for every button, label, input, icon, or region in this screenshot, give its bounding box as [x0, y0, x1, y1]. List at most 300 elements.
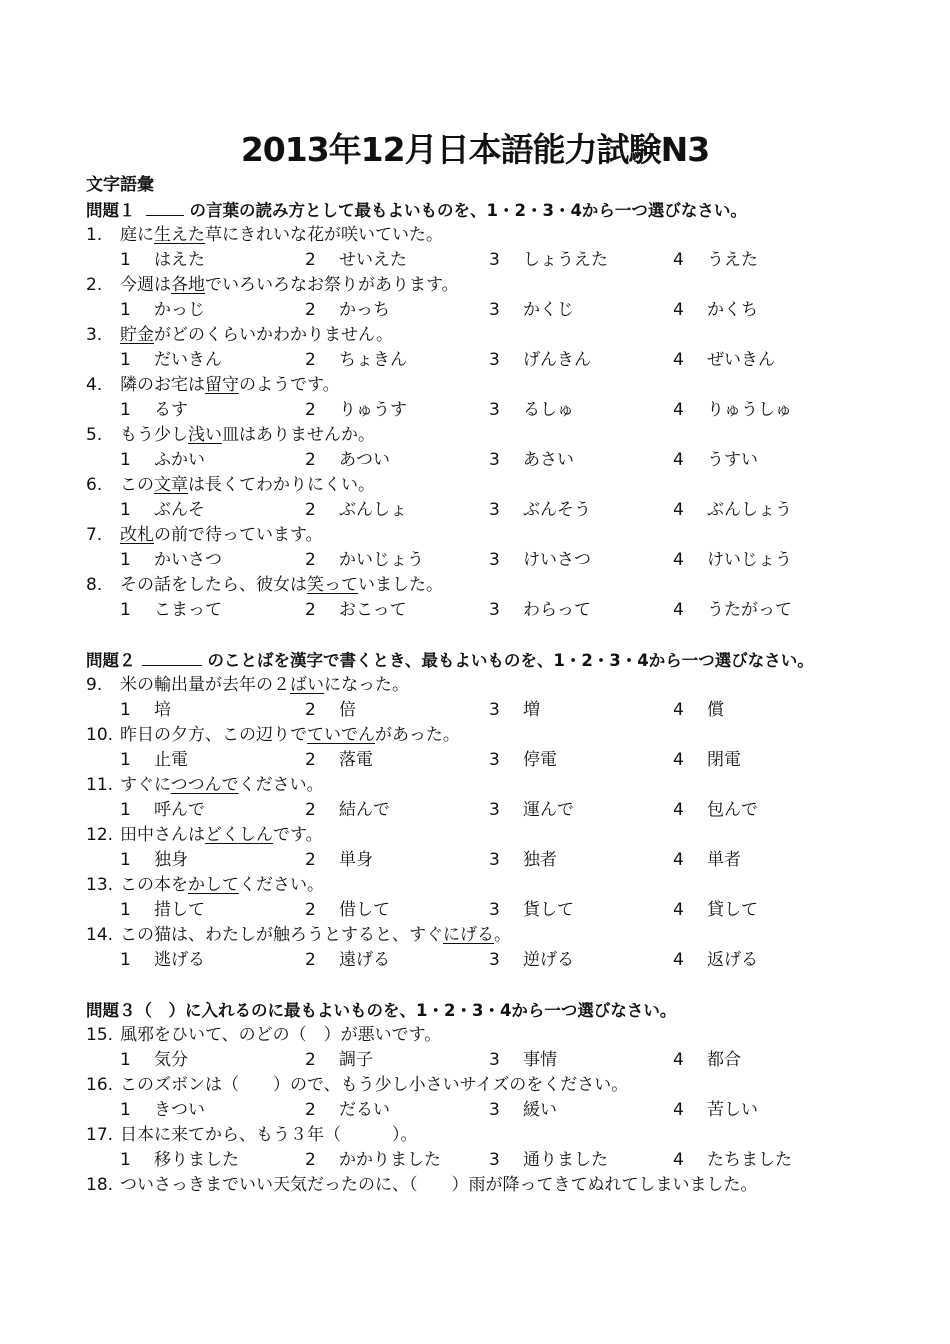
section-heading-prefix: 問題３ [86, 1001, 136, 1020]
answer-option [120, 598, 222, 623]
option-number: 3 [489, 900, 500, 920]
option-text: 借して [339, 900, 390, 920]
question-row [86, 523, 876, 548]
option-number: 2 [305, 700, 316, 720]
option-number: 3 [489, 800, 500, 820]
answer-option [120, 798, 205, 823]
question-row [86, 1123, 876, 1148]
answer-choices [86, 398, 876, 423]
question-text [120, 823, 323, 848]
underlined-target: 生えた [154, 225, 205, 245]
option-number: 1 [120, 950, 131, 970]
answer-option [120, 348, 222, 373]
question-post-text: は長くてわかりにくい。 [188, 475, 375, 495]
option-text: あさい [523, 450, 574, 470]
option-text: せいえた [339, 250, 407, 270]
answer-option [120, 1048, 188, 1073]
answer-option [489, 398, 574, 423]
option-text: 結んで [339, 800, 390, 820]
option-number: 1 [120, 300, 131, 320]
option-number: 1 [120, 1150, 131, 1170]
question-number: 8. [86, 575, 103, 595]
question-pre-text: 隣のお宅は [120, 375, 205, 395]
question-pre-text: もう少し [120, 425, 188, 445]
answer-choices [86, 1048, 876, 1073]
option-text: 事情 [523, 1050, 557, 1070]
option-number: 2 [305, 600, 316, 620]
answer-option [673, 348, 775, 373]
answer-option [673, 948, 758, 973]
question-number: 15. [86, 1025, 114, 1045]
answer-option [489, 748, 557, 773]
option-number: 4 [673, 550, 684, 570]
option-text: ふかい [154, 450, 205, 470]
question-text [120, 473, 375, 498]
answer-option [305, 1148, 441, 1173]
question-list [86, 673, 876, 973]
answer-option [305, 898, 390, 923]
option-text: けいじょう [707, 550, 792, 570]
option-text: 培 [154, 700, 171, 720]
option-text: けいさつ [523, 550, 591, 570]
answer-option [673, 448, 758, 473]
section-heading [86, 998, 876, 1023]
option-text: かかりました [339, 1150, 441, 1170]
question-list [86, 223, 876, 623]
answer-option [305, 1048, 373, 1073]
answer-option [305, 248, 407, 273]
question-number: 3. [86, 325, 103, 345]
question-row [86, 373, 876, 398]
question-row [86, 773, 876, 798]
option-number: 4 [673, 800, 684, 820]
answer-option [489, 348, 591, 373]
answer-choices [86, 698, 876, 723]
answer-option [489, 548, 591, 573]
question-list [86, 1023, 876, 1198]
question-text [120, 1173, 758, 1198]
option-number: 3 [489, 700, 500, 720]
option-text: うたがって [707, 600, 792, 620]
option-text: 閉電 [707, 750, 741, 770]
question-row [86, 873, 876, 898]
option-text: おこって [339, 600, 407, 620]
answer-option [305, 348, 407, 373]
question-text [120, 923, 511, 948]
option-text: 措して [154, 900, 205, 920]
option-text: ぶんしょ [339, 500, 407, 520]
option-number: 4 [673, 300, 684, 320]
underlined-target: 改札 [120, 525, 154, 545]
option-text: 運んで [523, 800, 574, 820]
answer-option [489, 898, 574, 923]
option-number: 2 [305, 500, 316, 520]
option-text: 苦しい [707, 1100, 758, 1120]
option-number: 1 [120, 350, 131, 370]
answer-option [673, 1048, 741, 1073]
underlined-target: かして [188, 875, 239, 895]
question-post-text: でいろいろなお祭りがあります。 [205, 275, 459, 295]
answer-option [120, 1098, 205, 1123]
question-row [86, 223, 876, 248]
question-text [120, 323, 393, 348]
option-number: 4 [673, 1100, 684, 1120]
question-number: 7. [86, 525, 103, 545]
option-text: うえた [707, 250, 758, 270]
answer-choices [86, 448, 876, 473]
answer-choices [86, 248, 876, 273]
option-number: 4 [673, 950, 684, 970]
section-heading-prefix: 問題２ [86, 651, 136, 670]
question-number: 11. [86, 775, 114, 795]
answer-option [120, 848, 188, 873]
option-text: 止電 [154, 750, 188, 770]
option-text: こまって [154, 600, 222, 620]
answer-option [489, 798, 574, 823]
answer-option [120, 498, 205, 523]
option-number: 3 [489, 850, 500, 870]
answer-option [305, 548, 424, 573]
option-text: きつい [154, 1100, 205, 1120]
underlined-target: 貯金 [120, 325, 154, 345]
option-text: 通りました [523, 1150, 608, 1170]
option-number: 3 [489, 400, 500, 420]
option-text: るす [154, 400, 188, 420]
option-text: 単身 [339, 850, 373, 870]
option-text: ぜいきん [707, 350, 775, 370]
option-text: 逃げる [154, 950, 205, 970]
option-number: 1 [120, 850, 131, 870]
answer-option [305, 398, 407, 423]
option-text: 増 [523, 700, 540, 720]
option-text: かくち [707, 300, 758, 320]
option-number: 4 [673, 250, 684, 270]
question-text [120, 1023, 441, 1048]
option-text: かっじ [154, 300, 205, 320]
page-title: 2013年12月日本語能力試験N3 [240, 130, 710, 169]
option-text: 都合 [707, 1050, 741, 1070]
underlined-target: 浅い [188, 425, 222, 445]
option-number: 1 [120, 1100, 131, 1120]
option-text: 移りました [154, 1150, 239, 1170]
question-pre-text: ついさっきまでいい天気だったのに、（ ）雨が降ってきてぬれてしまいました。 [120, 1175, 758, 1195]
answer-option [489, 448, 574, 473]
heading-blank [142, 649, 202, 666]
heading-blank [146, 199, 184, 216]
answer-option [489, 1148, 608, 1173]
answer-choices [86, 598, 876, 623]
option-text: ちょきん [339, 350, 407, 370]
option-text: げんきん [523, 350, 591, 370]
option-text: ぶんそう [523, 500, 591, 520]
answer-option [673, 698, 724, 723]
option-number: 1 [120, 1050, 131, 1070]
category-label: 文字語彙 [86, 175, 154, 195]
answer-option [673, 548, 792, 573]
question-number: 6. [86, 475, 103, 495]
answer-option [305, 448, 390, 473]
question-text [120, 1073, 628, 1098]
option-text: 遠げる [339, 950, 390, 970]
section-heading-suffix: の言葉の読み方として最もよいものを、1・2・3・4から一つ選びなさい。 [189, 201, 747, 220]
answer-option [305, 948, 390, 973]
option-number: 4 [673, 1050, 684, 1070]
option-number: 4 [673, 350, 684, 370]
question-number: 12. [86, 825, 114, 845]
option-text: あつい [339, 450, 390, 470]
answer-option [673, 298, 758, 323]
question-number: 13. [86, 875, 114, 895]
question-text [120, 373, 340, 398]
question-post-text: があった。 [375, 725, 460, 745]
option-number: 4 [673, 850, 684, 870]
question-number: 1. [86, 225, 103, 245]
answer-choices [86, 798, 876, 823]
answer-option [489, 948, 574, 973]
underlined-target: 文章 [154, 475, 188, 495]
question-text [120, 723, 460, 748]
question-pre-text: この猫は、わたしが触ろうとすると、すぐ [120, 925, 443, 945]
answer-option [673, 898, 758, 923]
option-text: しょうえた [523, 250, 608, 270]
answer-option [489, 1048, 557, 1073]
question-pre-text: 風邪をひいて、のどの（ ）が悪いです。 [120, 1025, 442, 1045]
answer-option [673, 1098, 758, 1123]
answer-option [305, 748, 373, 773]
answer-option [489, 1098, 557, 1123]
option-number: 3 [489, 950, 500, 970]
question-post-text: がどのくらいかわかりません。 [154, 325, 394, 345]
answer-option [673, 848, 741, 873]
question-pre-text: すぐに [120, 775, 171, 795]
question-number: 16. [86, 1075, 114, 1095]
answer-option [120, 948, 205, 973]
answer-option [120, 698, 171, 723]
question-number: 2. [86, 275, 103, 295]
question-pre-text: この [120, 475, 154, 495]
option-text: かっち [339, 300, 390, 320]
question-text [120, 673, 409, 698]
answer-option [120, 548, 222, 573]
question-text [120, 1123, 418, 1148]
question-pre-text: 田中さんは [120, 825, 205, 845]
option-text: だいきん [154, 350, 222, 370]
answer-option [489, 598, 591, 623]
question-pre-text: 昨日の夕方、この辺りで [120, 725, 307, 745]
option-number: 1 [120, 400, 131, 420]
answer-choices [86, 898, 876, 923]
option-number: 4 [673, 1150, 684, 1170]
option-number: 3 [489, 450, 500, 470]
option-text: うすい [707, 450, 758, 470]
exam-content [86, 173, 876, 1198]
option-text: かいじょう [339, 550, 424, 570]
question-text [120, 223, 443, 248]
question-number: 10. [86, 725, 114, 745]
question-post-text: 皿はありませんか。 [222, 425, 375, 445]
option-number: 2 [305, 1100, 316, 1120]
option-text: るしゅ [523, 400, 574, 420]
option-number: 4 [673, 900, 684, 920]
option-number: 2 [305, 450, 316, 470]
section-heading-suffix: のことばを漢字で書くとき、最もよいものを、1・2・3・4から一つ選びなさい。 [207, 651, 814, 670]
option-number: 3 [489, 550, 500, 570]
option-number: 3 [489, 1050, 500, 1070]
underlined-target: にげる [443, 925, 494, 945]
option-text: 償 [707, 700, 724, 720]
question-post-text: になった。 [324, 675, 409, 695]
question-number: 9. [86, 675, 103, 695]
option-number: 3 [489, 350, 500, 370]
option-text: 停電 [523, 750, 557, 770]
option-text: 単者 [707, 850, 741, 870]
question-row [86, 673, 876, 698]
question-row [86, 923, 876, 948]
underlined-target: ていでん [307, 725, 375, 745]
option-number: 3 [489, 500, 500, 520]
question-pre-text: 米の輸出量が去年の２ [120, 675, 290, 695]
underlined-target: どくしん [205, 825, 273, 845]
option-text: りゅうしゅ [707, 400, 792, 420]
underlined-target: 留守 [205, 375, 239, 395]
answer-choices [86, 348, 876, 373]
option-number: 2 [305, 1050, 316, 1070]
answer-choices [86, 848, 876, 873]
question-pre-text: 庭に [120, 225, 154, 245]
answer-option [673, 398, 792, 423]
answer-option [120, 898, 205, 923]
option-number: 1 [120, 450, 131, 470]
question-number: 18. [86, 1175, 114, 1195]
option-number: 1 [120, 700, 131, 720]
answer-option [305, 848, 373, 873]
answer-choices [86, 1098, 876, 1123]
question-pre-text: このズボンは（ ）ので、もう少し小さいサイズのをください。 [120, 1075, 629, 1095]
question-pre-text: この本を [120, 875, 188, 895]
option-text: かくじ [523, 300, 574, 320]
option-number: 2 [305, 800, 316, 820]
option-text: 独身 [154, 850, 188, 870]
option-number: 3 [489, 1150, 500, 1170]
option-number: 2 [305, 850, 316, 870]
option-number: 1 [120, 250, 131, 270]
option-number: 1 [120, 750, 131, 770]
option-number: 2 [305, 950, 316, 970]
question-text [120, 773, 324, 798]
option-text: 貸して [707, 900, 758, 920]
question-row [86, 1173, 876, 1198]
option-number: 3 [489, 300, 500, 320]
answer-choices [86, 548, 876, 573]
option-text: 落電 [339, 750, 373, 770]
option-text: 逆げる [523, 950, 574, 970]
question-number: 14. [86, 925, 114, 945]
option-number: 2 [305, 900, 316, 920]
section-heading-prefix: 問題１ [86, 201, 136, 220]
option-number: 3 [489, 750, 500, 770]
answer-option [489, 848, 557, 873]
underlined-target: 各地 [171, 275, 205, 295]
option-text: 調子 [339, 1050, 373, 1070]
option-number: 4 [673, 400, 684, 420]
question-row [86, 423, 876, 448]
answer-choices [86, 748, 876, 773]
option-number: 4 [673, 750, 684, 770]
option-number: 1 [120, 500, 131, 520]
option-text: 包んで [707, 800, 758, 820]
answer-option [673, 1148, 792, 1173]
answer-choices [86, 948, 876, 973]
option-text: 緩い [523, 1100, 557, 1120]
question-post-text: 草にきれいな花が咲いていた。 [205, 225, 443, 245]
answer-option [120, 1148, 239, 1173]
question-post-text: ください。 [238, 775, 324, 795]
question-text [120, 573, 443, 598]
question-number: 5. [86, 425, 103, 445]
option-text: 倍 [339, 700, 356, 720]
option-text: だるい [339, 1100, 390, 1120]
answer-option [673, 248, 758, 273]
question-text [120, 273, 459, 298]
option-number: 4 [673, 600, 684, 620]
question-number: 4. [86, 375, 103, 395]
option-number: 1 [120, 900, 131, 920]
option-number: 2 [305, 400, 316, 420]
option-text: 独者 [523, 850, 557, 870]
answer-option [489, 498, 591, 523]
option-text: わらって [523, 600, 591, 620]
underlined-target: つつんで [170, 775, 239, 795]
option-number: 3 [489, 1100, 500, 1120]
question-pre-text: その話をしたら、彼女は [120, 575, 307, 595]
option-number: 4 [673, 500, 684, 520]
answer-option [489, 298, 574, 323]
answer-option [120, 398, 188, 423]
answer-option [305, 498, 407, 523]
question-text [120, 873, 324, 898]
question-row [86, 1073, 876, 1098]
option-text: ぶんしょう [707, 500, 792, 520]
question-row [86, 723, 876, 748]
option-text: ぶんそ [154, 500, 205, 520]
option-number: 3 [489, 250, 500, 270]
option-text: 呼んで [154, 800, 205, 820]
question-row [86, 273, 876, 298]
underlined-target: ばい [290, 675, 324, 695]
option-text: 気分 [154, 1050, 188, 1070]
answer-option [120, 298, 205, 323]
answer-option [489, 248, 608, 273]
option-number: 2 [305, 250, 316, 270]
option-text: はえた [154, 250, 205, 270]
question-post-text: の前で待っています。 [154, 525, 323, 545]
section-heading [86, 648, 876, 673]
question-text [120, 523, 323, 548]
answer-option [673, 498, 792, 523]
option-text: かいさつ [154, 550, 222, 570]
answer-choices [86, 298, 876, 323]
question-row [86, 1023, 876, 1048]
option-text: 返げる [707, 950, 758, 970]
answer-choices [86, 1148, 876, 1173]
option-text: 貨して [523, 900, 574, 920]
answer-option [120, 248, 205, 273]
question-text [120, 423, 375, 448]
answer-option [673, 598, 792, 623]
answer-choices [86, 498, 876, 523]
question-row [86, 823, 876, 848]
option-number: 2 [305, 1150, 316, 1170]
